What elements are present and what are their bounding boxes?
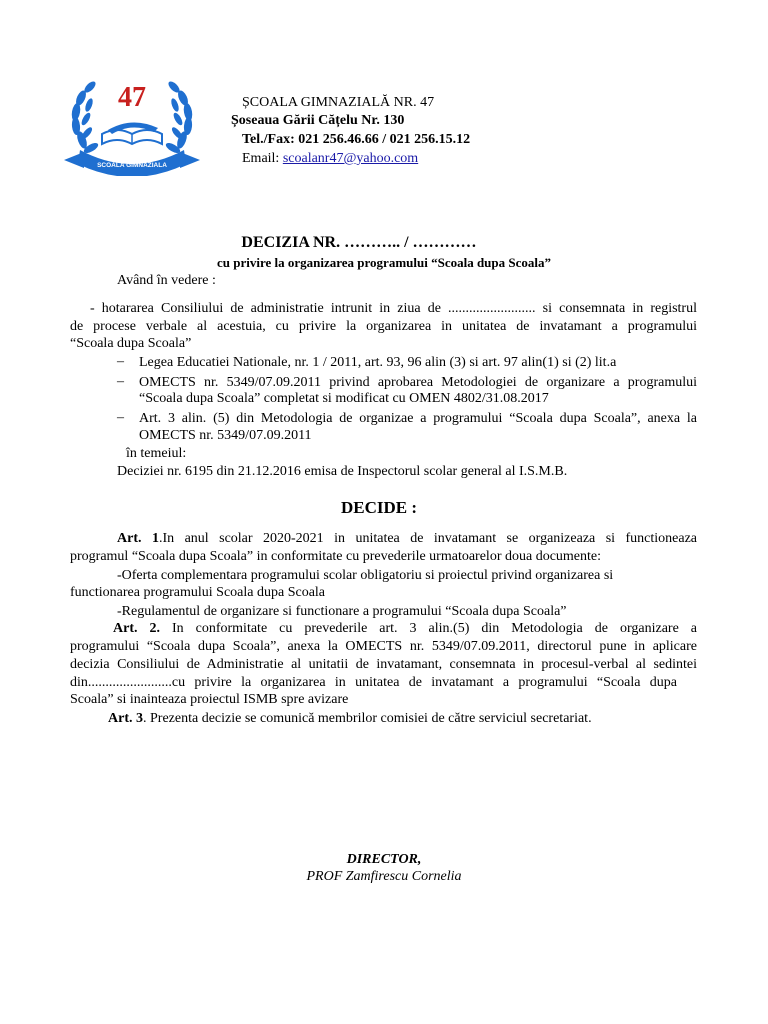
- art2-line3: decizia Consiliului de Administratie al unitatii de invatamant, consemnata in procesul-verbal al sedintei: [70, 657, 697, 672]
- school-email-line: [242, 150, 418, 168]
- bullet-2-line2: “Scoala dupa Scoala” completat si modificat cu OMEN 4802/31.08.2017: [139, 391, 549, 406]
- logo-banner-text: SCOALA GIMNAZIALA: [97, 162, 167, 169]
- decide-heading: DECIDE :: [340, 498, 418, 517]
- school-address: Șoseaua Gării Cățelu Nr. 130: [231, 113, 405, 128]
- email-label: Email:: [242, 151, 283, 166]
- art1-line3: -Oferta complementara programului scolar obligatoriu si proiectul privind organizarea si: [117, 568, 614, 583]
- bullet-dash-1: –: [117, 354, 124, 369]
- decision-title: DECIZIA NR. ……….. / …………: [241, 234, 477, 251]
- p1-line1: - hotararea Consiliului de administratie intrunit in ziua de ......................... si consemnata in registrul: [90, 301, 697, 316]
- art3-line: [108, 710, 592, 727]
- art1-line4: functionarea programului Scoala dupa Scoala: [70, 585, 326, 600]
- art2-label: Art. 2.: [113, 621, 160, 636]
- bullet-3-line1: Art. 3 alin. (5) din Metodologia de organizae a programului “Scoala dupa Scoala”, anexa la: [139, 411, 697, 426]
- in-temeiul: în temeiul:: [126, 446, 187, 461]
- art1-text-1: .In anul scolar 2020-2021 in unitatea de invatamant se organizeaza si functioneaza: [158, 531, 697, 546]
- p1-line2: de procese verbale al acestuia, cu privire la organizarea in unitatea de invatamant a programului: [70, 319, 697, 334]
- school-name: ȘCOALA GIMNAZIALĂ NR. 47: [242, 95, 435, 110]
- art2-line2: programului “Scoala dupa Scoala”, anexa la OMECTS nr. 5349/07.09.2011, directorul pune in aplicare: [70, 639, 697, 654]
- art2-line4: din........................cu privire la organizarea in unitatea de invatamant a programului “Scoala dupa: [70, 675, 677, 690]
- school-telfax: Tel./Fax: 021 256.46.66 / 021 256.15.12: [242, 132, 471, 147]
- art2-line1: [113, 620, 697, 637]
- art2-text-1: In conformitate cu prevederile art. 3 alin.(5) din Metodologia de organizare a: [159, 621, 697, 636]
- avand-in-vedere: Având în vedere :: [117, 273, 216, 288]
- art1-label: Art. 1: [117, 531, 159, 546]
- art1-line2: programul “Scoala dupa Scoala” in conformitate cu prevederile urmatoarelor doua documente:: [70, 549, 602, 564]
- school-logo: [62, 78, 202, 176]
- signature-role: DIRECTOR,: [346, 852, 422, 867]
- bullet-dash-2: –: [117, 374, 124, 389]
- decizie-reference: Deciziei nr. 6195 din 21.12.2016 emisa de Inspectorul scolar general al I.S.M.B.: [117, 464, 568, 479]
- art1-line5: -Regulamentul de organizare si functionare a programului “Scoala dupa Scoala”: [117, 604, 567, 619]
- bullet-dash-3: –: [117, 410, 124, 425]
- bullet-1: Legea Educatiei Nationale, nr. 1 / 2011, art. 93, 96 alin (3) si art. 97 alin(1) si (2) lit.a: [139, 355, 617, 370]
- bullet-2-line1: OMECTS nr. 5349/07.09.2011 privind aprobarea Metodologiei de organizare a programului: [139, 375, 697, 390]
- signature-name: PROF Zamfirescu Cornelia: [306, 869, 462, 884]
- p1-line3: “Scoala dupa Scoala”: [70, 336, 192, 351]
- art3-text: . Prezenta decizie se comunică membrilor comisiei de către serviciul secretariat.: [143, 711, 592, 726]
- email-link[interactable]: scoalanr47@yahoo.com: [282, 151, 419, 166]
- art3-label: Art. 3: [108, 711, 143, 726]
- art2-line5: Scoala” si inainteaza proiectul ISMB spre avizare: [70, 692, 349, 707]
- art1-line1: [117, 530, 697, 547]
- bullet-3-line2: OMECTS nr. 5349/07.09.2011: [139, 428, 312, 443]
- logo-number: 47: [118, 82, 146, 113]
- decision-subtitle: cu privire la organizarea programului “Scoala dupa Scoala”: [216, 255, 552, 270]
